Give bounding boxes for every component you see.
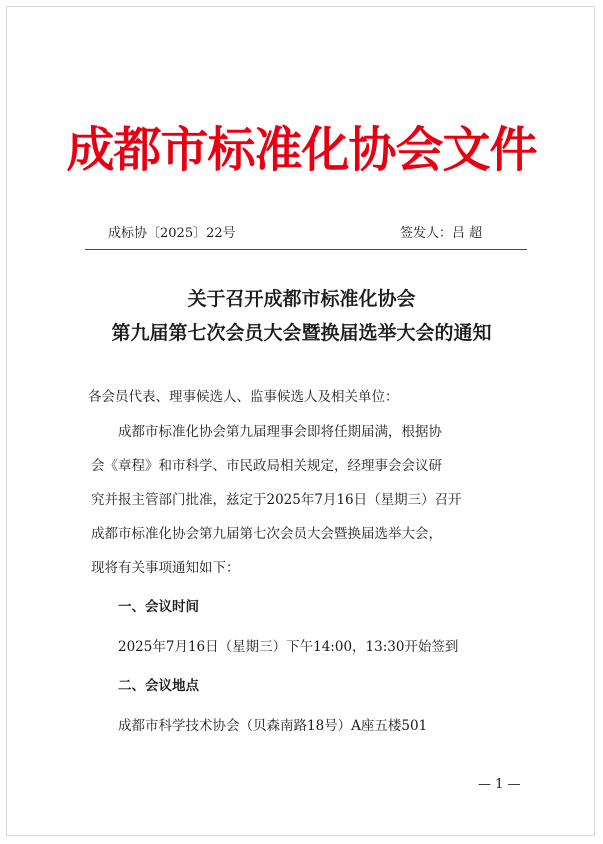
issuer-label: 签发人：吕 超 <box>400 226 483 241</box>
section-2-heading: 二、会议地点 <box>118 678 199 694</box>
page-number: — 1 — <box>478 777 521 792</box>
notice-title-line-2: 第九届第七次会员大会暨换届选举大会的通知 <box>111 322 492 344</box>
section-1-text: 2025年7月16日（星期三）下午14:00，13:30开始签到 <box>118 639 459 655</box>
section-1-heading: 一、会议时间 <box>118 599 199 615</box>
section-2-text: 成都市科学技术协会（贝森南路18号）A座五楼501 <box>118 718 428 734</box>
paragraph-line: 究并报主管部门批准，兹定于2025年7月16日（星期三）召开 <box>91 492 462 508</box>
paragraph-line: 成都市标准化协会第九届第七次会员大会暨换届选举大会， <box>91 526 442 542</box>
document-header-title: 成都市标准化协会文件 <box>66 122 537 178</box>
paragraph-line: 会《章程》和市科学、市民政局相关规定，经理事会会议研 <box>91 458 442 474</box>
paragraph-line: 现将有关事项通知如下： <box>91 560 240 576</box>
salutation: 各会员代表、理事候选人、监事候选人及相关单位： <box>88 389 399 405</box>
paragraph-line: 成都市标准化协会第九届理事会即将任期届满，根据协 <box>118 424 442 440</box>
red-divider-line <box>85 249 527 250</box>
notice-title-line-1: 关于召开成都市标准化协会 <box>187 288 416 310</box>
document-number: 成标协〔2025〕22号 <box>108 226 236 241</box>
